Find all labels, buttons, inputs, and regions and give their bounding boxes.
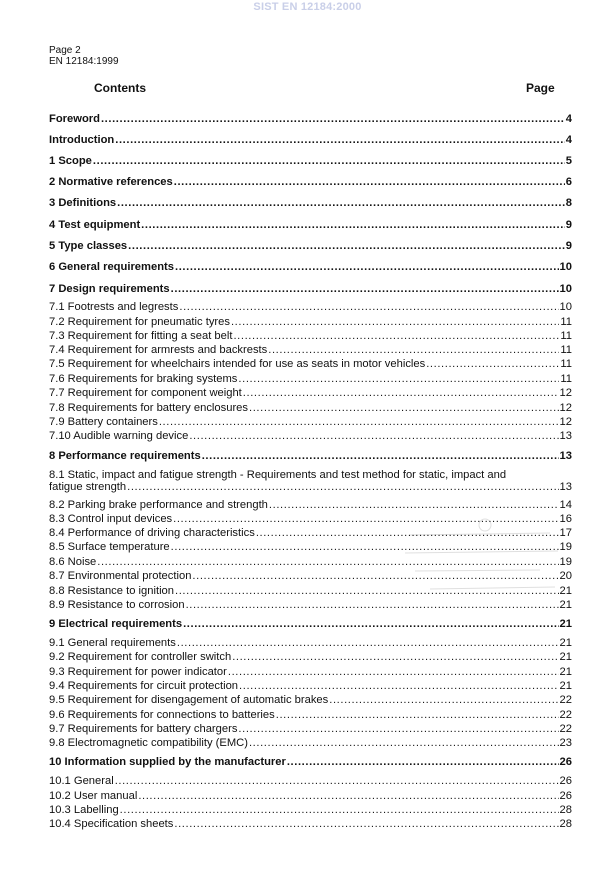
toc-entry[interactable] [49,283,572,297]
toc-entry-title: 10.1 General [49,775,114,787]
toc-entry-title: 8.1 Static, impact and fatigue strength - Requirements and test method for static, impact and [49,469,507,481]
dot-leader [115,134,565,146]
dot-leader [93,155,565,167]
toc-entry[interactable] [49,197,572,211]
dot-leader [177,637,559,649]
toc-entry-page-number: 26 [559,790,572,802]
toc-entry-page-number: 21 [559,680,572,692]
toc-entry-title: 9.8 Electromagnetic compatibility (EMC) [49,737,248,749]
dot-leader [269,499,559,511]
dot-leader [183,618,558,630]
toc-entry[interactable] [49,790,572,804]
toc-entry-title: 8.2 Parking brake performance and strength [49,499,268,511]
toc-entry-title: 7.8 Requirements for battery enclosures [49,402,248,414]
dot-leader [228,666,559,678]
toc-entry-title: 2 Normative references [49,176,173,188]
dot-leader [179,301,558,313]
toc-entry-page-number: 21 [559,666,572,678]
toc-entry-title: 9.7 Requirements for battery chargers [49,723,238,735]
toc-entry[interactable] [49,651,572,665]
dot-leader [426,358,559,370]
dot-leader [171,541,559,553]
toc-entry-page-number: 23 [559,737,572,749]
toc-entry[interactable] [49,358,572,372]
toc-entry-title: 8.9 Resistance to corrosion [49,599,185,611]
toc-entry-title: 10.2 User manual [49,790,138,802]
toc-entry[interactable] [49,637,572,651]
toc-entry-page-number: 13 [559,430,572,442]
toc-entry-title: 8.5 Surface temperature [49,541,170,553]
dot-leader [97,556,558,568]
dot-leader [192,570,558,582]
toc-entry[interactable] [49,113,572,127]
page-number-label: Page 2 [49,45,81,56]
toc-entry-page-number: 28 [559,804,572,816]
toc-entry-page-number: 19 [559,556,572,568]
toc-entry-page-number: 8 [565,197,572,209]
toc-entry[interactable] [49,709,572,723]
toc-entry-page-number: 14 [559,499,572,511]
toc-entry-page-number: 11 [560,316,572,328]
dot-leader [231,316,559,328]
toc-entry-page-number: 16 [559,513,572,525]
toc-entry-page-number: 11 [560,358,572,370]
toc-entry-page-number: 9 [565,219,572,231]
dot-leader [127,481,558,493]
toc-entry-title: 9.4 Requirements for circuit protection [49,680,239,692]
dot-leader [238,373,559,385]
toc-entry-page-number: 11 [560,373,572,385]
toc-entry-title: 7.3 Requirement for fitting a seat belt [49,330,233,342]
toc-entry-page-number: 22 [559,694,572,706]
dot-leader [186,599,559,611]
dot-leader [189,430,558,442]
toc-entry[interactable] [49,737,572,751]
toc-entry-title: 7.7 Requirement for component weight [49,387,242,399]
toc-entry[interactable] [49,694,572,708]
toc-entry[interactable] [49,450,572,464]
toc-entry-page-number: 11 [560,344,572,356]
toc-entry-page-number: 26 [559,756,572,768]
watermark-text: SIST EN 12184:2000 [253,1,362,13]
dot-leader [233,330,559,342]
dot-leader [268,344,559,356]
toc-entry[interactable] [49,301,572,315]
toc-entry-page-number: 28 [559,818,572,830]
dot-leader [117,197,565,209]
toc-entry-page-number: 21 [559,651,572,663]
toc-entry[interactable] [49,155,572,169]
toc-entry-title: 9.2 Requirement for controller switch [49,651,232,663]
toc-entry-page-number: 13 [559,481,572,493]
toc-entry-page-number: 21 [559,599,572,611]
dot-leader [243,387,559,399]
toc-entry-title: 8.8 Resistance to ignition [49,585,175,597]
toc-entry-title: 8.6 Noise [49,556,97,568]
dot-leader [120,804,559,816]
document-id: EN 12184:1999 [49,56,119,67]
toc-entry[interactable] [49,134,572,148]
toc-entry-title: 10.3 Labelling [49,804,119,816]
page-header [49,45,119,67]
toc-entry[interactable] [49,416,572,430]
dot-leader [128,240,565,252]
toc-entry-title: 7.6 Requirements for braking systems [49,373,238,385]
toc-entry-title: 7.4 Requirement for armrests and backrests [49,344,268,356]
dot-leader [171,283,559,295]
toc-entry-page-number: 10 [559,261,572,273]
dot-leader [249,737,559,749]
toc-entry[interactable] [49,570,572,584]
toc-entry[interactable] [49,680,572,694]
toc-entry-title: 9.5 Requirement for disengagement of automatic brakes [49,694,329,706]
toc-entry-page-number: 4 [565,134,572,146]
toc-entry-title: 10 Information supplied by the manufacturer [49,756,286,768]
toc-entry-title: Introduction [49,134,115,146]
page-column-title: Page [526,81,555,95]
toc-entry[interactable] [49,373,572,387]
dot-leader [173,513,558,525]
dot-leader [141,219,565,231]
dot-leader [175,261,559,273]
dot-leader [159,416,559,428]
toc-entry[interactable] [49,541,572,555]
toc-entry-title: 10.4 Specification sheets [49,818,174,830]
toc-entry-title: 9.3 Requirement for power indicator [49,666,227,678]
toc-entry[interactable] [49,556,572,570]
toc-entry[interactable] [49,430,572,444]
dot-leader [238,723,558,735]
toc-entry[interactable] [49,499,572,513]
toc-entry-page-number: 19 [559,541,572,553]
dot-leader [239,680,559,692]
toc-entry[interactable] [49,527,572,541]
toc-entry-page-number: 5 [565,155,572,167]
toc-entry-title: 8 Performance requirements [49,450,201,462]
toc-entry-page-number: 21 [559,585,572,597]
toc-entry-page-number: 13 [559,450,572,462]
toc-entry-page-number: 10 [559,301,572,313]
toc-entry-title: 9 Electrical requirements [49,618,183,630]
toc-entry-title: fatigue strength [49,481,127,493]
toc-entry[interactable] [49,513,572,527]
toc-entry[interactable] [49,756,572,770]
toc-entry-title: 4 Test equipment [49,219,141,231]
toc-entry[interactable] [49,344,572,358]
toc-entry-title: 8.4 Performance of driving characteristics [49,527,255,539]
toc-entry-page-number: 12 [559,402,572,414]
toc-entry[interactable] [49,176,572,190]
toc-entry-title: 8.7 Environmental protection [49,570,192,582]
toc-entry-title: 7.9 Battery containers [49,416,158,428]
toc-entry[interactable] [49,618,572,632]
toc-entry-title: 9.6 Requirements for connections to batteries [49,709,275,721]
toc-entry[interactable] [49,387,572,401]
dot-leader [249,402,559,414]
toc-entry-page-number: 12 [559,416,572,428]
toc-entry-page-number: 21 [559,618,572,630]
dot-leader [232,651,558,663]
toc-entry[interactable] [49,316,572,330]
dot-leader [276,709,559,721]
toc-entry-title: 3 Definitions [49,197,117,209]
toc-entry-page-number: 9 [565,240,572,252]
toc-entry[interactable] [49,818,572,832]
dot-leader [329,694,558,706]
toc-entry-page-number: 12 [559,387,572,399]
toc-entry-title: 9.1 General requirements [49,637,176,649]
toc-entry[interactable] [49,585,572,599]
dot-leader [115,775,559,787]
contents-title: Contents [94,81,146,95]
toc-entry-title: 7.10 Audible warning device [49,430,189,442]
toc-entry-page-number: 22 [559,709,572,721]
toc-entry[interactable] [49,599,572,613]
toc-entry-page-number: 11 [560,330,572,342]
toc-entry[interactable] [49,666,572,680]
dot-leader [174,818,558,830]
toc-entry-page-number: 22 [559,723,572,735]
toc-entry[interactable] [49,330,572,344]
toc-entry[interactable] [49,804,572,818]
toc-entry-title: 5 Type classes [49,240,128,252]
dot-leader [287,756,559,768]
toc-entry[interactable] [49,723,572,737]
toc-entry-title: 7.2 Requirement for pneumatic tyres [49,316,230,328]
toc-entry-page-number: 10 [559,283,572,295]
dot-leader [174,176,565,188]
toc-entry[interactable] [49,219,572,233]
toc-entry-title: 1 Scope [49,155,92,167]
dot-leader [202,450,559,462]
toc-entry[interactable] [49,261,572,275]
toc-entry-title: 7.1 Footrests and legrests [49,301,179,313]
toc-entry[interactable] [49,402,572,416]
toc-entry-page-number: 6 [565,176,572,188]
toc-entry-page-number: 4 [565,113,572,125]
toc-entry-page-number: 26 [559,775,572,787]
toc-entry-page-number: 17 [559,527,572,539]
toc-entry-page-number: 20 [559,570,572,582]
toc-entry-title: Foreword [49,113,100,125]
dot-leader [101,113,565,125]
toc-entry-title: 7.5 Requirement for wheelchairs intended for use as seats in motor vehicles [49,358,426,370]
toc-entry-title: 6 General requirements [49,261,174,273]
dot-leader [175,585,559,597]
dot-leader [138,790,558,802]
toc-entry-title: 8.3 Control input devices [49,513,173,525]
toc-entry-page-number: 21 [559,637,572,649]
dot-leader [256,527,559,539]
toc-entry[interactable] [49,775,572,789]
toc-entry[interactable] [49,240,572,254]
toc-entry-title: 7 Design requirements [49,283,170,295]
toc-entry[interactable] [49,469,572,497]
